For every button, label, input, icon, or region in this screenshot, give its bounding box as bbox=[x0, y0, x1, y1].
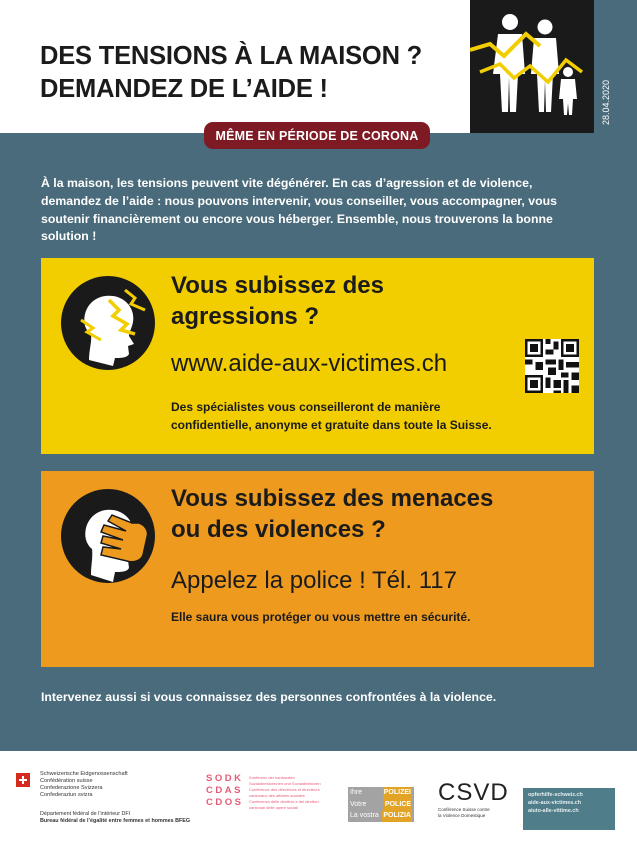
header bbox=[0, 0, 470, 133]
conf-line: Confédération suisse bbox=[40, 778, 93, 784]
police-prefix: Ihre bbox=[350, 789, 363, 796]
sodk-abbr: CDAS bbox=[206, 785, 243, 796]
csvd-subtitle: la Violence Domestique bbox=[438, 813, 486, 818]
help-link[interactable]: aide-aux-victimes.ch bbox=[528, 800, 582, 806]
card-victims-heading bbox=[171, 270, 384, 332]
help-link[interactable]: opferhilfe-schweiz.ch bbox=[528, 792, 583, 798]
csvd-subtitle: Conférence Suisse contre bbox=[438, 807, 490, 812]
sodk-abbr: CDOS bbox=[206, 797, 244, 808]
police-row bbox=[348, 787, 414, 799]
family-silhouette-icon bbox=[470, 0, 594, 133]
card-victims-heading-line-1: Vous subissez des bbox=[171, 272, 384, 299]
card-police-description: Elle saura vous protéger ou vous mettre en sécurité. bbox=[171, 610, 471, 624]
police-logo bbox=[348, 787, 414, 822]
sodk-line: Konferenz der kantonalen bbox=[249, 775, 295, 780]
card-victims-heading-line-2: agressions ? bbox=[171, 303, 320, 330]
sodk-line: Conférence des directrices et directeurs bbox=[249, 787, 320, 792]
qr-code-icon bbox=[525, 339, 579, 393]
card-victims-desc-line-2: confidentielle, anonyme et gratuite dans toute la Suisse. bbox=[171, 418, 492, 432]
department-name bbox=[40, 811, 190, 825]
card-police-heading-line-2: ou des violences ? bbox=[171, 516, 386, 543]
title-line-2: DEMANDEZ DE L’AIDE ! bbox=[40, 75, 328, 103]
corona-badge: MÊME EN PÉRIODE DE CORONA bbox=[204, 122, 430, 149]
dept-line: Département fédéral de l’intérieur DFI bbox=[40, 811, 131, 817]
hand-over-mouth-icon bbox=[61, 489, 155, 583]
csvd-logo bbox=[438, 779, 509, 819]
date-label: 28.04.2020 bbox=[601, 79, 611, 125]
police-word: POLICE bbox=[384, 799, 412, 811]
police-word: POLIZEI bbox=[383, 787, 412, 799]
dept-line: Bureau fédéral de l’égalité entre femmes et hommes BFEG bbox=[40, 818, 191, 824]
footer-logos bbox=[0, 751, 637, 848]
card-victims-description bbox=[171, 398, 492, 434]
confederation-names bbox=[40, 771, 128, 799]
csvd-wordmark: CSVD bbox=[438, 779, 509, 806]
sodk-logo bbox=[206, 773, 321, 810]
conf-line: Schweizerische Eidgenossenschaft bbox=[40, 771, 128, 777]
head-stress-icon bbox=[61, 276, 155, 370]
sodk-abbr: SODK bbox=[206, 773, 244, 784]
sodk-line: Conferenza delle direttrici e dei direttori bbox=[249, 799, 319, 804]
police-row bbox=[348, 799, 414, 811]
police-prefix: Votre bbox=[350, 800, 367, 808]
sodk-lines bbox=[249, 775, 321, 811]
victim-help-links bbox=[523, 788, 615, 830]
card-victims-desc-line-1: Des spécialistes vous conseilleront de manière bbox=[171, 400, 441, 414]
police-phone[interactable]: Appelez la police ! Tél. 117 bbox=[171, 567, 457, 594]
footer-note: Intervenez aussi si vous connaissez des personnes confrontées à la violence. bbox=[41, 690, 497, 704]
page-title bbox=[40, 40, 422, 106]
police-prefix: La vostra bbox=[350, 812, 379, 819]
swiss-flag-icon bbox=[16, 773, 30, 787]
title-line-1: DES TENSIONS À LA MAISON ? bbox=[40, 42, 423, 70]
sodk-line: cantonali delle opere sociali bbox=[249, 805, 299, 810]
sodk-line: Sozialdirektorinnen und Sozialdirektoren bbox=[249, 781, 321, 786]
conf-line: Confederaziun svizra bbox=[40, 792, 93, 798]
police-word: POLIZIA bbox=[382, 810, 412, 822]
card-victims bbox=[41, 258, 594, 454]
help-link[interactable]: aiuto-alle-vittime.ch bbox=[528, 808, 579, 814]
website-link[interactable]: www.aide-aux-victimes.ch bbox=[171, 350, 448, 377]
card-police bbox=[41, 471, 594, 667]
police-row bbox=[348, 810, 414, 822]
card-police-heading bbox=[171, 483, 493, 545]
conf-line: Confederazione Svizzera bbox=[40, 785, 103, 791]
card-police-heading-line-1: Vous subissez des menaces bbox=[171, 485, 494, 512]
sodk-line: cantonaux des affaires sociales bbox=[249, 793, 305, 798]
intro-text: À la maison, les tensions peuvent vite dégénérer. En cas d’agression et de violence, demandez de l’aide : nous pouvons intervenir, vous conseiller, vous accompagner, vous soutenir financièrement ou encore vous héberger. Ensemble, nous trouverons la bonne solution ! bbox=[41, 176, 557, 244]
